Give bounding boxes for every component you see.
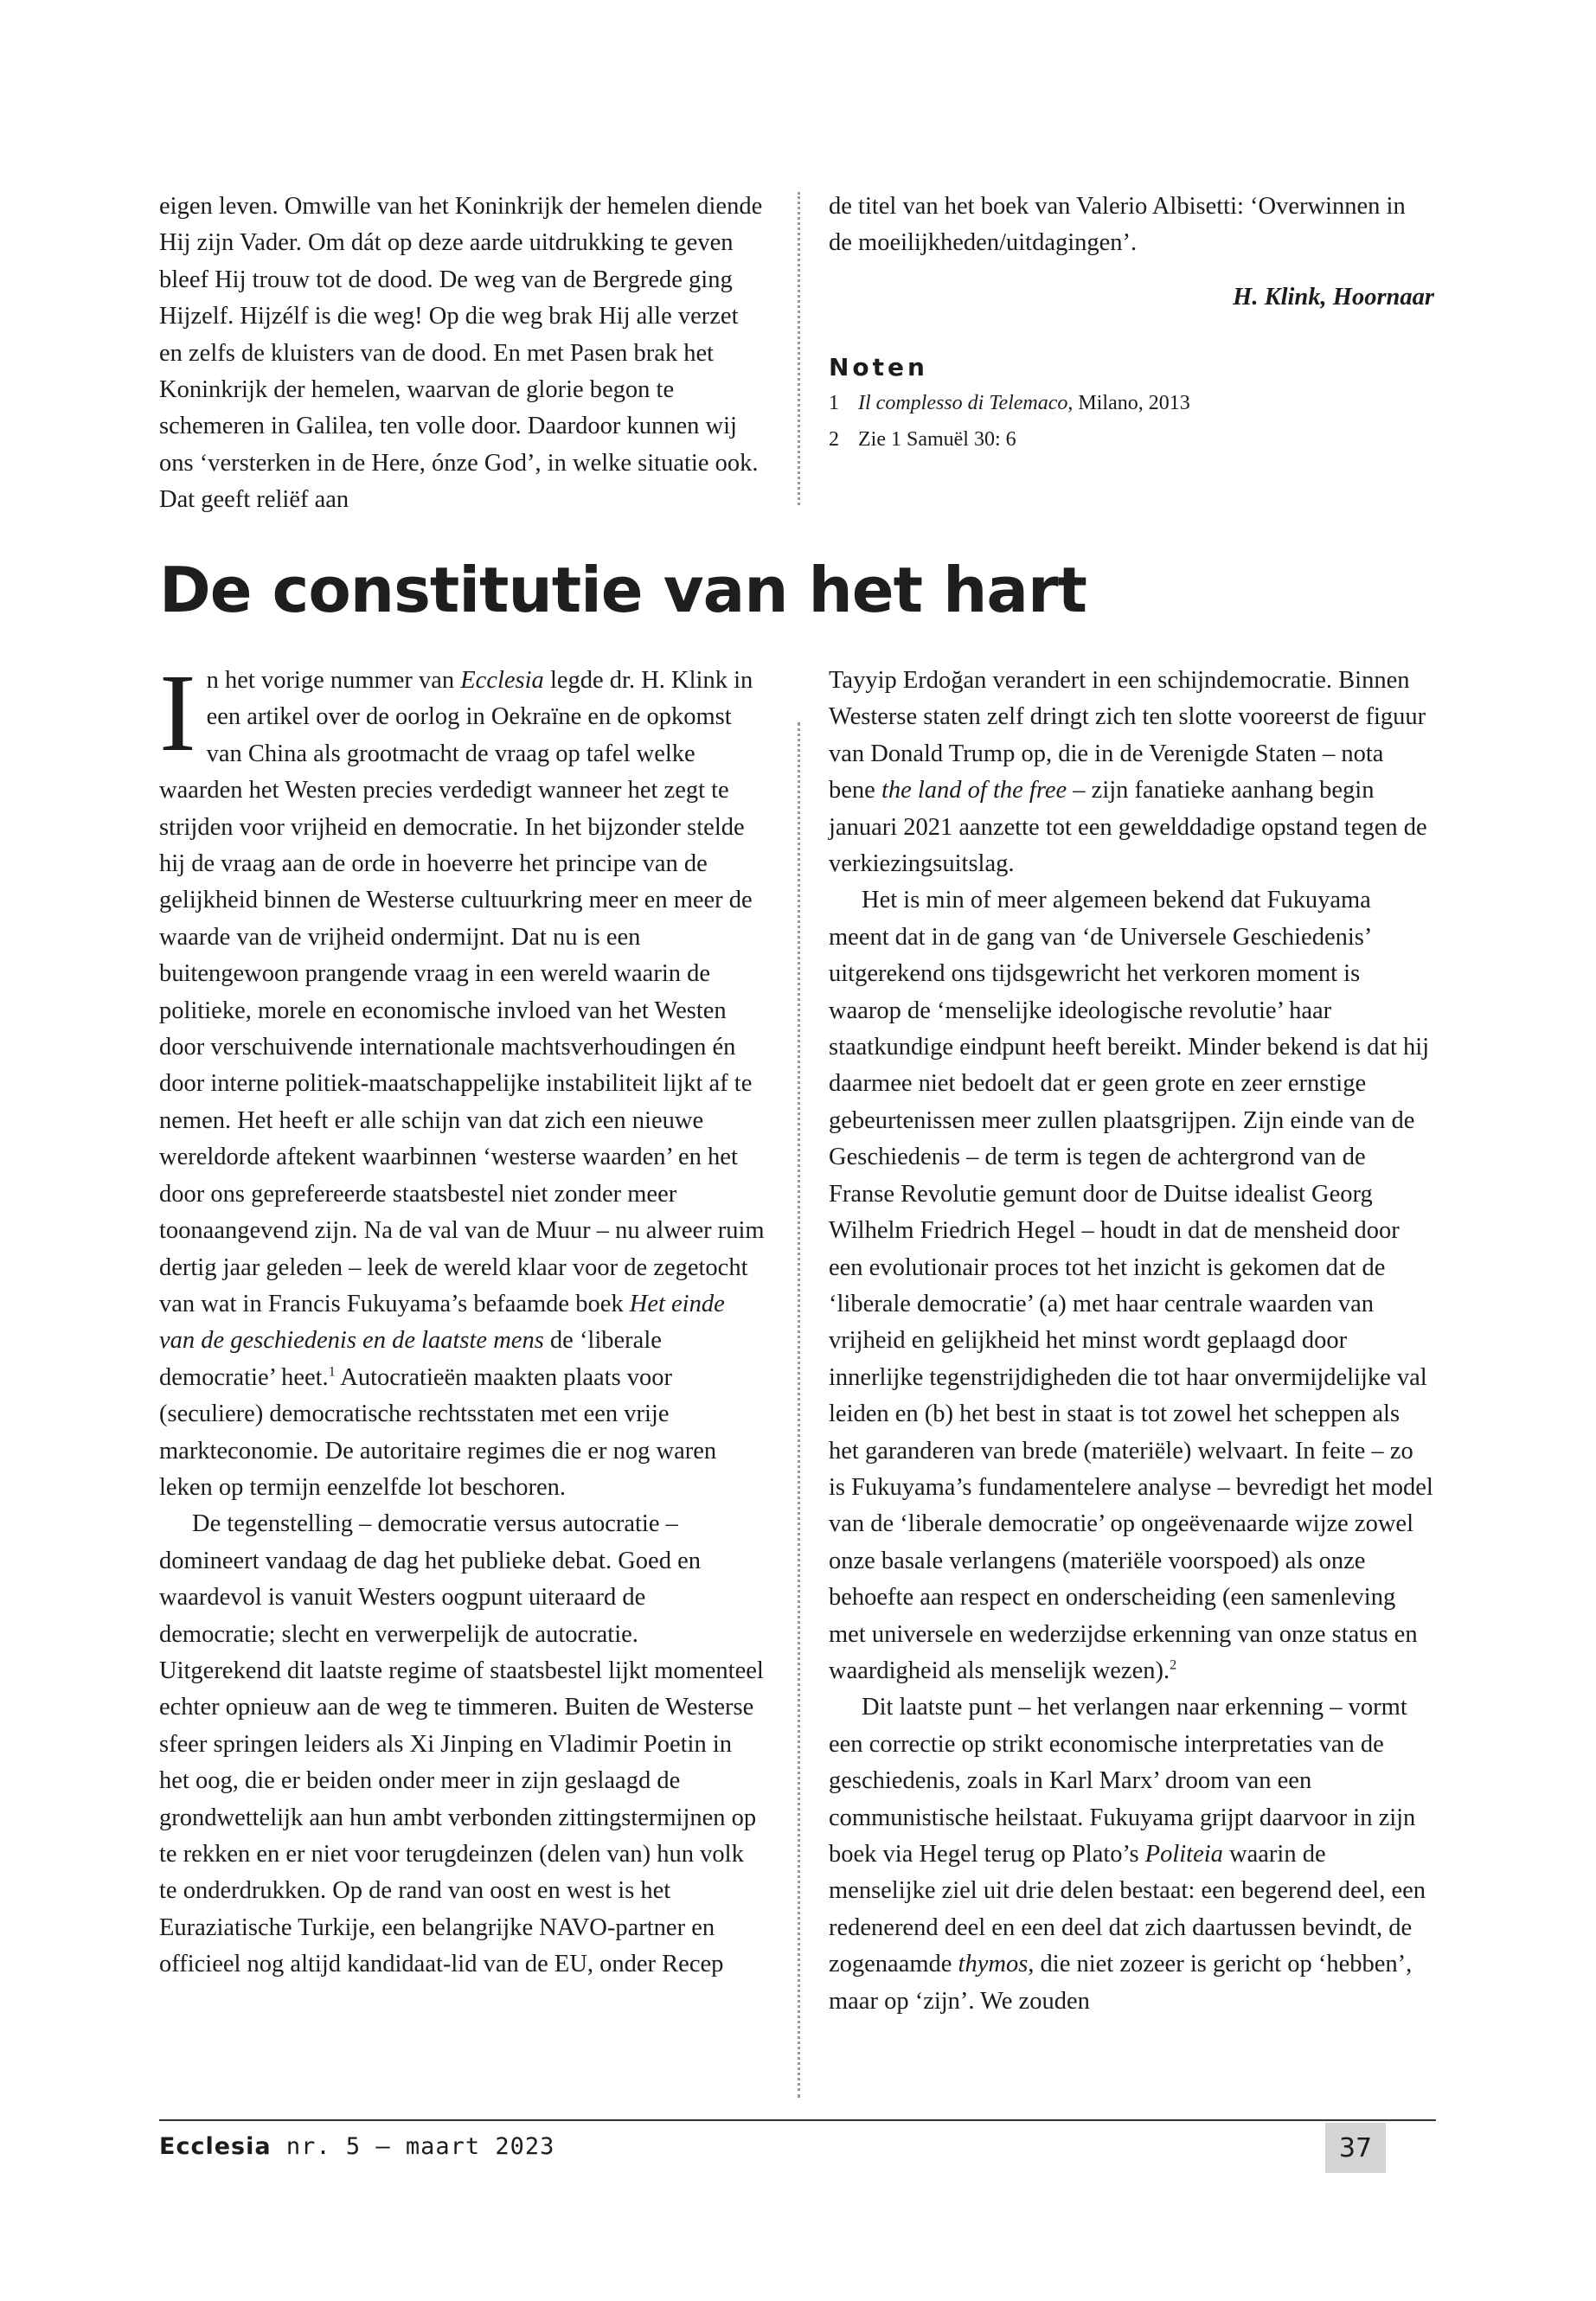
note-number: 1 bbox=[829, 392, 839, 415]
column-divider bbox=[798, 192, 800, 505]
text-run-italic: the land of the free bbox=[881, 777, 1067, 804]
text-run-italic: Het einde van de geschiedenis en de laatste mens bbox=[159, 1290, 725, 1355]
article-column-right bbox=[829, 663, 1434, 2020]
paragraph bbox=[829, 1689, 1434, 2020]
text-run: , die niet zozeer is gericht op ‘hebben’, maar op ‘zijn’. We zouden bbox=[829, 1951, 1413, 2015]
author-signature: H. Klink, Hoornaar bbox=[1233, 283, 1434, 311]
paragraph bbox=[159, 651, 765, 1506]
text-run: Tayyip Erdoğan verandert in een schijndemocratie. Binnen Westerse staten zelf dringt zich ten slotte vooreerst de figuur van Donald Trump op, die in de Verenigde Staten – nota bene bbox=[829, 667, 1426, 804]
text-run: Dit laatste punt – het verlangen naar erkenning – vormt een correctie op strikt economische interpretaties van de geschiedenis, zoals in Karl Marx’ droom van een communistische heilstaat. Fukuyama grijpt daarvoor in zijn boek via Hegel terug op Plato’s bbox=[829, 1694, 1416, 1868]
text-run-italic: Ecclesia bbox=[460, 667, 544, 694]
text-run: de ‘liberale democratie’ heet. bbox=[159, 1327, 662, 1391]
paragraph bbox=[829, 882, 1434, 1689]
footnote-ref: 1 bbox=[328, 1364, 336, 1380]
note-item bbox=[829, 421, 1434, 458]
note-title: Il complesso di Telemaco bbox=[858, 392, 1068, 415]
magazine-name: Ecclesia bbox=[159, 2133, 272, 2160]
note-text: Zie 1 Samuël 30: 6 bbox=[858, 428, 1016, 452]
text-run: legde dr. H. Klink in een artikel over de oorlog in Oekraïne en de opkomst van China als grootmacht de vraag op tafel welke waarden het Westen precies verdedigt wanneer het zegt te strijden voor vrijheid en democratie. In het bijzonder stelde hij de vraag aan de orde in hoeverre het principe van de gelijkheid binnen de Westerse cultuurkring meer en meer de waarde van de vrijheid ondermijnt. Dat nu is een buitengewoon prangende vraag in een wereld waarin de politieke, morele en economische invloed van het Westen door verschuivende internationale machtsverhoudingen én door interne politiek-maatschappelijke instabiliteit lijkt af te nemen. Het heeft er alle schijn van dat zich een nieuwe wereldorde aftekent waarbinnen ‘westerse waarden’ en het door ons geprefereerde staatsbestel niet zonder meer toonaangevend zijn. Na de val van de Muur – nu alweer ruim dertig jaar geleden – leek de wereld klaar voor de zegetocht van wat in Francis Fukuyama’s befaamde boek bbox=[159, 667, 765, 1317]
issue-info: nr. 5 – maart 2023 bbox=[271, 2133, 555, 2160]
note-item bbox=[829, 385, 1434, 421]
article-column-left bbox=[159, 651, 765, 1984]
drop-cap: I bbox=[159, 651, 196, 774]
footnote-ref: 2 bbox=[1170, 1657, 1177, 1673]
footer-rule bbox=[159, 2119, 1436, 2121]
text-run: Autocratieën maakten plaats voor (seculiere) democratische rechtsstaten met een vrije markteconomie. De autoritaire regimes die er nog waren leken op termijn eenzelfde lot beschoren. bbox=[159, 1363, 717, 1501]
continued-text-right bbox=[829, 189, 1434, 458]
text-run: – zijn fanatieke aanhang begin januari 2021 aanzette tot een gewelddadige opstand tegen de verkiezingsuitslag. bbox=[829, 777, 1427, 878]
paragraph bbox=[829, 663, 1434, 882]
text-run-italic: Politeia bbox=[1144, 1841, 1223, 1868]
text-run-italic: thymos bbox=[958, 1951, 1029, 1978]
note-text: , Milano, 2013 bbox=[1067, 392, 1190, 415]
paragraph: de titel van het boek van Valerio Albisetti: ‘Overwinnen in de moeilijkheden/uitdagingen’. bbox=[829, 193, 1406, 257]
page-number: 37 bbox=[1325, 2123, 1386, 2173]
note-number: 2 bbox=[829, 428, 839, 452]
text-run: waarin de menselijke ziel uit drie delen bestaat: een begerend deel, een redenerend deel en een deel dat zich daartussen bevindt, de zogenaamde bbox=[829, 1841, 1426, 1978]
paragraph: De tegenstelling – democratie versus autocratie – domineert vandaag de dag het publieke debat. Goed en waardevol is vanuit Westers oogpunt uiteraard de democratie; slecht en verwerpelijk de autocratie. Uitgerekend dit laatste regime of staatsbestel lijkt momenteel echter opnieuw aan de weg te timmeren. Buiten de Westerse sfeer springen leiders als Xi Jinping en Vladimir Poetin in het oog, die er beiden onder meer in zijn geslaagd de grondwettelijk aan hun ambt verbonden zittingstermijnen op te rekken en er niet voor terugdeinzen (delen van) hun volk te onderdrukken. Op de rand van oost en west is het Euraziatische Turkije, een belangrijke NAVO-partner en officieel nog altijd kandidaat-lid van de EU, onder Recep bbox=[159, 1510, 764, 1978]
footer-publication bbox=[159, 2133, 554, 2160]
text-run: Het is min of meer algemeen bekend dat Fukuyama meent dat in de gang van ‘de Universele Geschiedenis’ uitgerekend ons tijdsgewricht het verkoren moment is waarop de ‘menselijke ideologische revolutie’ haar staatkundige eindpunt heeft bereikt. Minder bekend is dat hij daarmee niet bedoelt dat er geen grote en zeer ernstige gebeurtenissen meer zullen plaatsgrijpen. Zijn einde van de Geschiedenis – de term is tegen de achtergrond van de Franse Revolutie gemunt door de Duitse idealist Georg Wilhelm Friedrich Hegel – houdt in dat de mensheid door een evolutionair proces tot het inzicht is gekomen dat de ‘liberale democratie’ (a) met haar centrale waarden van vrijheid en gelijkheid het minst wordt geplaagd door innerlijke tegenstrijdigheden die tot haar onvermijdelijke val leiden en (b) het best in staat is tot zowel het scheppen als het garanderen van brede (materiële) welvaart. In feite – zo is Fukuyama’s fundamentelere analyse – bevredigt het model van de ‘liberale democratie’ op ongeëvenaarde wijze zowel onze basale verlangens (materiële voorspoed) als onze behoefte aan respect en onderscheiding (een samenleving met universele en wederzijdse erkenning van onze status en waardigheid als menselijk wezen). bbox=[829, 887, 1433, 1684]
notes-heading: Noten bbox=[829, 353, 928, 382]
article-title: De constitutie van het hart bbox=[159, 554, 1086, 626]
column-divider bbox=[798, 722, 800, 2098]
continued-text-left bbox=[159, 189, 765, 519]
text-run: n het vorige nummer van bbox=[206, 667, 461, 694]
paragraph: eigen leven. Omwille van het Koninkrijk der hemelen diende Hij zijn Vader. Om dát op deze aarde uitdrukking te geven bleef Hij trouw tot de dood. De weg van de Bergrede ging Hijzelf. Hijzélf is die weg! Op die weg brak Hij alle verzet en zelfs de kluisters van de dood. En met Pasen brak het Koninkrijk der hemelen, waarvan de glorie begon te schemeren in Galilea, ten volle door. Daardoor kunnen wij ons ‘versterken in de Here, ónze God’, in welke situatie ook. Dat geeft reliëf aan bbox=[159, 193, 763, 514]
